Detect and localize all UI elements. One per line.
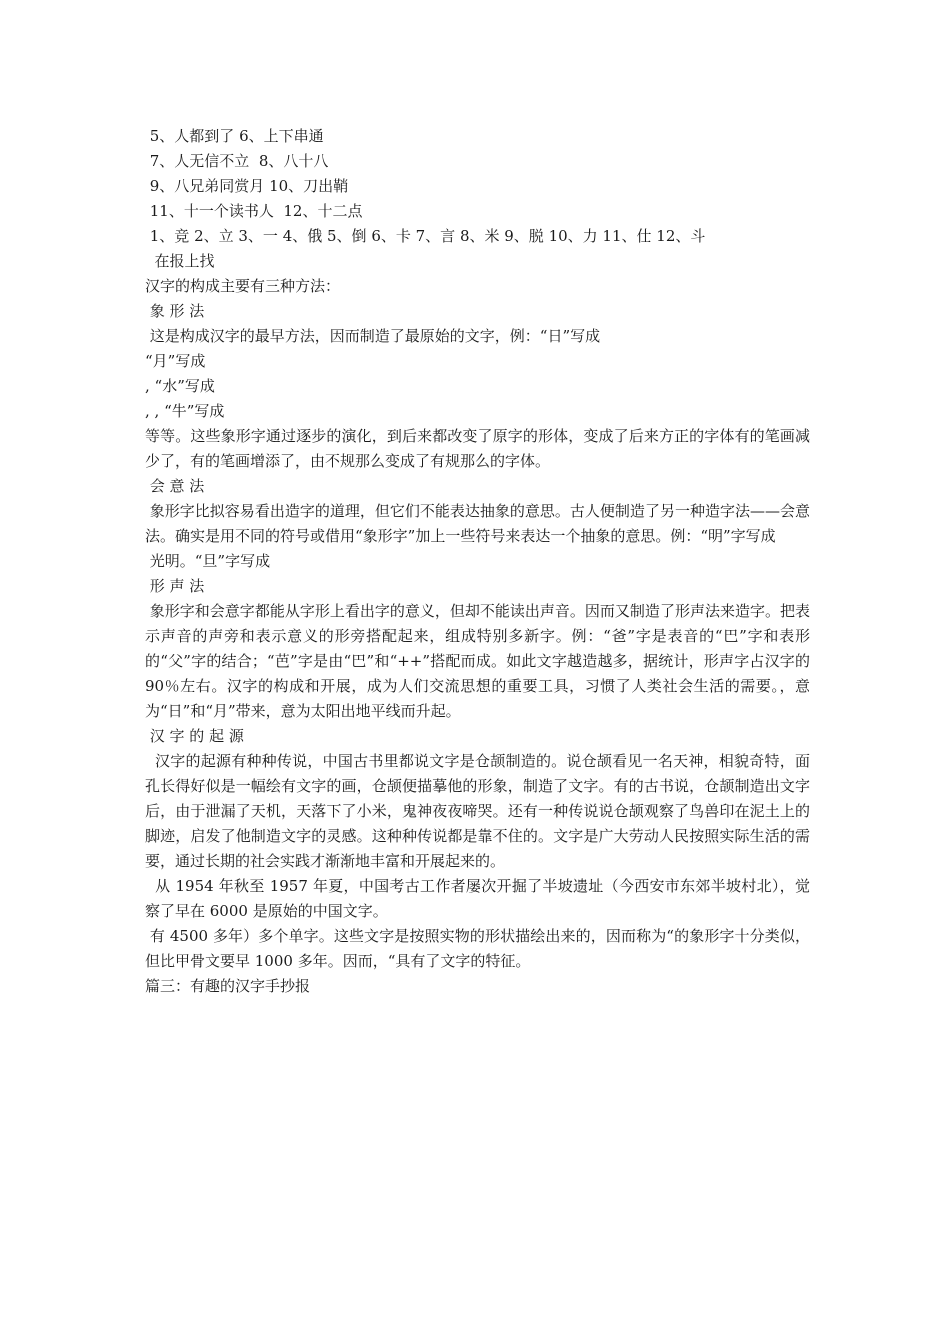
characters-paragraph: 有 4500 多年）多个单字。这些文字是按照实物的形状描绘出来的，因而称为“的象形字十分类似，但比甲骨文要早 1000 多年。因而，“具有了文字的特征。 (145, 927, 810, 970)
riddle-line-9-10: 9、八兄弟同赏月 10、刀出鞘 (145, 177, 349, 195)
riddle-line-5-6: 5、人都到了 6、上下串通 (145, 127, 324, 145)
section-heading-ideograph: 会 意 法 (145, 477, 205, 495)
origin-paragraph: 汉字的起源有种种传说，中国古书里都说文字是仓颉制造的。说仓颉看见一名天神，相貌奇特，面孔长得好似是一幅绘有文字的画，仓颉便描摹他的形象，制造了文字。有的古书说，仓颉制造出文字后，由于泄漏了天机，天落下了小米，鬼神夜夜啼哭。还有一种传说说仓颉观察了鸟兽印在泥土上的脚迹，启发了他制造文字的灵感。这种种传说都是靠不住的。文字是广大劳动人民按照实际生活的需要，通过长期的社会实践才渐渐地丰富和开展起来的。 (145, 752, 810, 870)
riddle-line-11-12: 11、十一个读书人 12、十二点 (145, 202, 363, 220)
pictograph-example-moon: “月”写成 (145, 352, 206, 370)
pictograph-example-ox: , , “牛”写成 (145, 402, 225, 420)
chapter-heading: 篇三：有趣的汉字手抄报 (145, 977, 311, 995)
section-heading-pictograph: 象 形 法 (145, 302, 205, 320)
ideograph-paragraph: 象形字比拟容易看出造字的道理，但它们不能表达抽象的意思。古人便制造了另一种造字法——会意法。确实是用不同的符号或借用“象形字”加上一些符号来表达一个抽象的意思。例：“明”字写成 (145, 502, 810, 545)
intro-line: 汉字的构成主要有三种方法： (145, 277, 341, 295)
phonetic-paragraph: 象形字和会意字都能从字形上看出字的意义，但却不能读出声音。因而又制造了形声法来造字。把表示声音的声旁和表示意义的形旁搭配起来，组成特别多新字。例：“爸”字是表音的“巴”字和表形的“父”字的结合；“芭”字是由“巴”和“++”搭配而成。如此文字越造越多，据统计，形声字占汉字的 90％左右。汉字的构成和开展，成为人们交流思想的重要工具，习惯了人类社会生活的需要。，意为“日”和“月”带来，意为太阳出地平线而升起。 (145, 602, 815, 720)
pictograph-example-water: , “水”写成 (145, 377, 215, 395)
ideograph-example-line: 光明。“旦”字写成 (145, 552, 271, 570)
pictograph-intro-line: 这是构成汉字的最早方法，因而制造了最原始的文字，例：“日”写成 (145, 327, 601, 345)
riddle-line-7-8: 7、人无信不立 8、八十八 (145, 152, 329, 170)
section-heading-origin: 汉 字 的 起 源 (145, 727, 244, 745)
section-heading-phonetic: 形 声 法 (145, 577, 205, 595)
banpo-paragraph: 从 1954 年秋至 1957 年夏，中国考古工作者屡次开掘了半坡遗址（今西安市东郊半坡村北），觉察了早在 6000 是原始的中国文字。 (145, 877, 810, 920)
pictograph-paragraph: 等等。这些象形字通过逐步的演化，到后来都改变了原字的形体，变成了后来方正的字体有的笔画减少了，有的笔画增添了，由不规那么变成了有规那么的字体。 (145, 427, 810, 470)
answers-line: 1、竞 2、立 3、一 4、俄 5、倒 6、卡 7、言 8、米 9、脱 10、力 11、仕 12、斗 (145, 227, 706, 245)
document-page (145, 124, 815, 999)
note-line: 在报上找 (145, 252, 215, 270)
